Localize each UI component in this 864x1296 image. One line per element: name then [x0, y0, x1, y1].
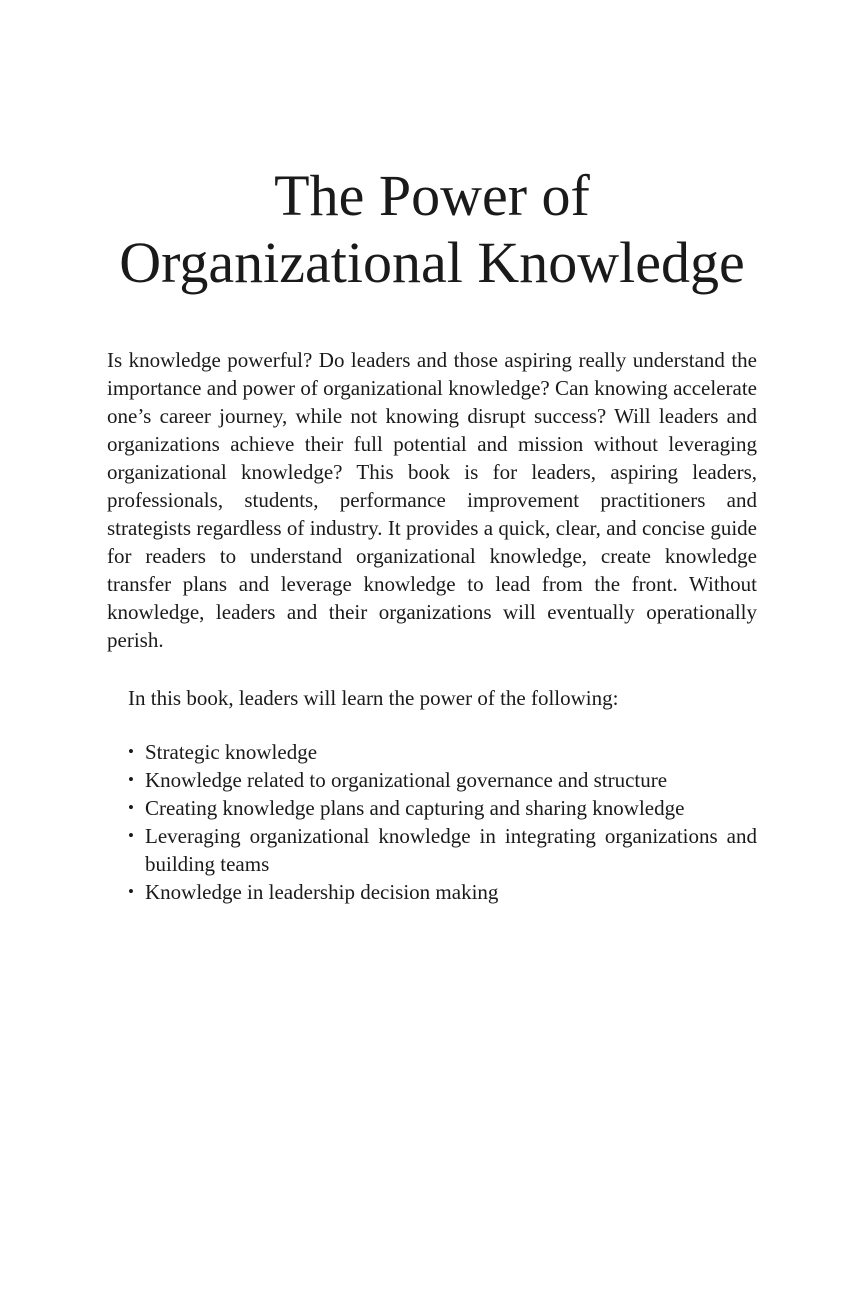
page-body	[107, 346, 757, 906]
bullet-list	[107, 738, 757, 906]
chapter-title	[0, 0, 864, 297]
list-item	[107, 794, 757, 822]
list-item-text: Knowledge in leadership decision making	[145, 879, 499, 904]
bullet-icon: •	[128, 797, 134, 817]
list-item	[107, 738, 757, 766]
list-item-text: Leveraging organizational knowledge in integrating organizations and building teams	[145, 823, 757, 876]
chapter-title-line-1: The Power of	[274, 163, 590, 228]
list-item-text: Creating knowledge plans and capturing and sharing knowledge	[145, 795, 685, 820]
list-item-text: Strategic knowledge	[145, 739, 318, 764]
list-item	[107, 766, 757, 794]
lead-in-sentence: In this book, leaders will learn the power of the following:	[128, 685, 619, 710]
bullet-icon: •	[128, 881, 134, 901]
bullet-icon: •	[128, 741, 134, 761]
bullet-icon: •	[128, 769, 134, 789]
list-item-text: Knowledge related to organizational governance and structure	[145, 767, 668, 792]
list-item	[107, 822, 757, 878]
bullet-icon: •	[128, 825, 134, 845]
intro-paragraph: Is knowledge powerful? Do leaders and those aspiring really understand the importance and power of organizational knowledge? Can knowing accelerate one’s career journey, while not knowing disrupt success? Will leaders and organizations achieve their full potential and mission without leveraging organizational knowledge? This book is for leaders, aspiring leaders, professionals, students, performance improvement practitioners and strategists regardless of industry. It provides a quick, clear, and concise guide for readers to understand organizational knowledge, create knowledge transfer plans and leverage knowledge to lead from the front. Without knowledge, leaders and their organizations will eventually operationally perish.	[107, 347, 757, 652]
list-item	[107, 878, 757, 906]
chapter-title-line-2: Organizational Knowledge	[119, 230, 745, 296]
